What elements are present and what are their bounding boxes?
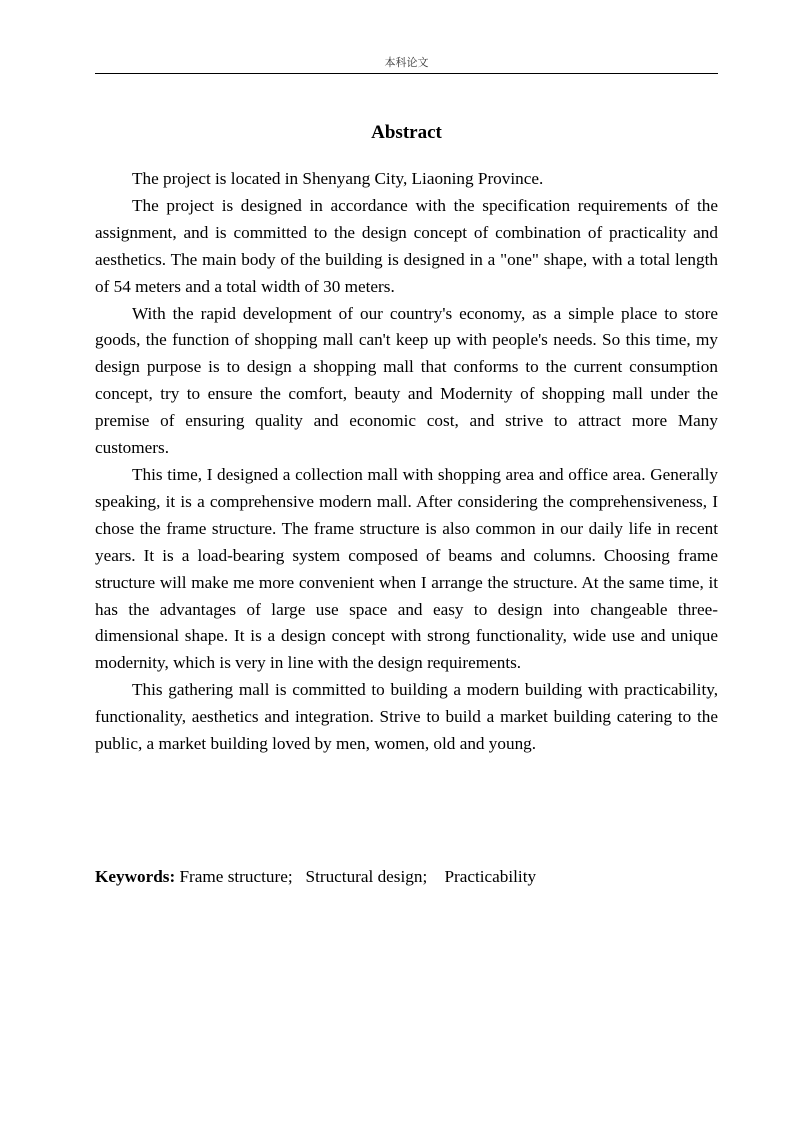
abstract-paragraph-5: This gathering mall is committed to building a modern building with practicability, functionality, aesthetics and integration. Strive to build a market building catering to the public, a market building loved by men, women, old and young. xyxy=(95,680,718,754)
keyword-3: Practicability xyxy=(444,867,537,886)
keywords-label: Keywords: xyxy=(95,867,176,886)
abstract-body xyxy=(95,166,718,758)
keyword-2: Structural design; xyxy=(305,867,428,886)
abstract-title: Abstract xyxy=(371,122,442,143)
running-header: 本科论文 xyxy=(384,56,429,69)
abstract-paragraph-4: This time, I designed a collection mall with shopping area and office area. Generally speaking, it is a comprehensive modern mall. After considering the comprehensiveness, I chose the frame structure. The frame structure is also common in our daily life in recent years. It is a load-bearing system composed of beams and columns. Choosing frame structure will make me more convenient when I arrange the structure. At the same time, it has the advantages of large use space and easy to design into changeable three-dimensional shape. It is a design concept with strong functionality, wide use and unique modernity, which is very in line with the design requirements. xyxy=(95,464,718,673)
keyword-1: Frame structure; xyxy=(179,867,293,886)
keywords-line xyxy=(95,864,718,890)
header-rule xyxy=(95,73,718,74)
abstract-paragraph-1: The project is located in Shenyang City, Liaoning Province. xyxy=(132,169,544,188)
abstract-paragraph-3: With the rapid development of our country's economy, as a simple place to store goods, the function of shopping mall can't keep up with people's needs. So this time, my design purpose is to design a shopping mall that conforms to the current consumption concept, try to ensure the comfort, beauty and Modernity of shopping mall under the premise of ensuring quality and economic cost, and strive to attract more Many customers. xyxy=(95,303,718,458)
abstract-paragraph-2: The project is designed in accordance with the specification requirements of the assignment, and is committed to the design concept of combination of practicality and aesthetics. The main body of the building is designed in a "one" shape, with a total length of 54 meters and a total width of 30 meters. xyxy=(95,195,718,296)
